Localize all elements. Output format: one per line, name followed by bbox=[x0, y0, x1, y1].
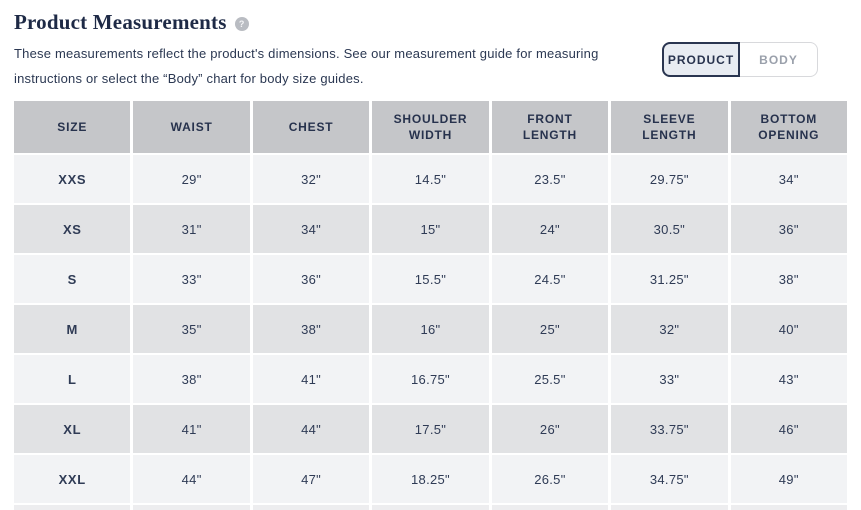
column-header-sleeve-length: SLEEVE LENGTH bbox=[611, 101, 727, 153]
column-header-chest: CHEST bbox=[253, 101, 369, 153]
column-header-size: SIZE bbox=[14, 101, 130, 153]
measurement-cell: 32" bbox=[611, 305, 727, 353]
measurement-cell: 25.5" bbox=[492, 355, 608, 403]
measurement-cell: 23.5" bbox=[492, 155, 608, 203]
measurements-description: These measurements reflect the product's dimensions. See our measurement guide for measuring instructions or select the “Body” chart for body size guides. bbox=[14, 46, 599, 86]
measurement-cell: 34" bbox=[253, 205, 369, 253]
measurement-cell: 24.5" bbox=[492, 255, 608, 303]
measurement-cell: 17.5" bbox=[372, 405, 488, 453]
measurement-cell: 16" bbox=[372, 305, 488, 353]
measurement-cell: 34" bbox=[731, 155, 847, 203]
measurements-table bbox=[14, 101, 847, 510]
measurement-cell: 34.75" bbox=[611, 455, 727, 503]
size-label-cell: S bbox=[14, 255, 130, 303]
measurement-cell: 30.5" bbox=[611, 205, 727, 253]
measurement-cell: 40" bbox=[731, 305, 847, 353]
measurement-cell: 35" bbox=[133, 305, 249, 353]
size-label-cell: XL bbox=[14, 405, 130, 453]
clipped-row-cell bbox=[372, 505, 488, 510]
measurement-cell: 43" bbox=[731, 355, 847, 403]
column-header-bottom-opening: BOTTOM OPENING bbox=[731, 101, 847, 153]
clipped-row-cell bbox=[133, 505, 249, 510]
measurement-cell: 26" bbox=[492, 405, 608, 453]
measurement-cell: 33" bbox=[611, 355, 727, 403]
measurement-cell: 41" bbox=[253, 355, 369, 403]
measurement-cell: 32" bbox=[253, 155, 369, 203]
measurement-cell: 29.75" bbox=[611, 155, 727, 203]
measurement-cell: 33.75" bbox=[611, 405, 727, 453]
title-row bbox=[14, 10, 847, 35]
measurement-cell: 38" bbox=[133, 355, 249, 403]
clipped-row-cell bbox=[731, 505, 847, 510]
column-header-waist: WAIST bbox=[133, 101, 249, 153]
size-label-cell: XXS bbox=[14, 155, 130, 203]
clipped-row-cell bbox=[253, 505, 369, 510]
product-tab-button[interactable]: PRODUCT bbox=[662, 42, 740, 77]
measurement-cell: 49" bbox=[731, 455, 847, 503]
measurement-cell: 46" bbox=[731, 405, 847, 453]
measurement-cell: 24" bbox=[492, 205, 608, 253]
clipped-row-cell bbox=[611, 505, 727, 510]
size-label-cell: XS bbox=[14, 205, 130, 253]
size-label-cell: M bbox=[14, 305, 130, 353]
column-header-front-length: FRONT LENGTH bbox=[492, 101, 608, 153]
measurement-cell: 14.5" bbox=[372, 155, 488, 203]
measurement-cell: 29" bbox=[133, 155, 249, 203]
measurement-cell: 26.5" bbox=[492, 455, 608, 503]
body-tab-button[interactable]: BODY bbox=[740, 42, 818, 77]
size-label-cell: XXL bbox=[14, 455, 130, 503]
measurement-cell: 47" bbox=[253, 455, 369, 503]
clipped-row-cell bbox=[492, 505, 608, 510]
measurement-cell: 41" bbox=[133, 405, 249, 453]
measurement-cell: 15.5" bbox=[372, 255, 488, 303]
measurement-cell: 16.75" bbox=[372, 355, 488, 403]
page-title: Product Measurements bbox=[14, 10, 227, 34]
measurement-cell: 36" bbox=[253, 255, 369, 303]
column-header-shoulder-width: SHOULDER WIDTH bbox=[372, 101, 488, 153]
measurement-cell: 44" bbox=[253, 405, 369, 453]
clipped-row-cell bbox=[14, 505, 130, 510]
info-icon[interactable]: ? bbox=[235, 17, 249, 31]
measurement-cell: 25" bbox=[492, 305, 608, 353]
measurement-cell: 44" bbox=[133, 455, 249, 503]
measurement-cell: 38" bbox=[731, 255, 847, 303]
measurement-cell: 31" bbox=[133, 205, 249, 253]
measurement-cell: 36" bbox=[731, 205, 847, 253]
measurement-cell: 38" bbox=[253, 305, 369, 353]
measurement-cell: 15" bbox=[372, 205, 488, 253]
measurement-cell: 18.25" bbox=[372, 455, 488, 503]
size-label-cell: L bbox=[14, 355, 130, 403]
measurement-cell: 31.25" bbox=[611, 255, 727, 303]
measurement-cell: 33" bbox=[133, 255, 249, 303]
chart-type-toggle bbox=[662, 42, 818, 77]
